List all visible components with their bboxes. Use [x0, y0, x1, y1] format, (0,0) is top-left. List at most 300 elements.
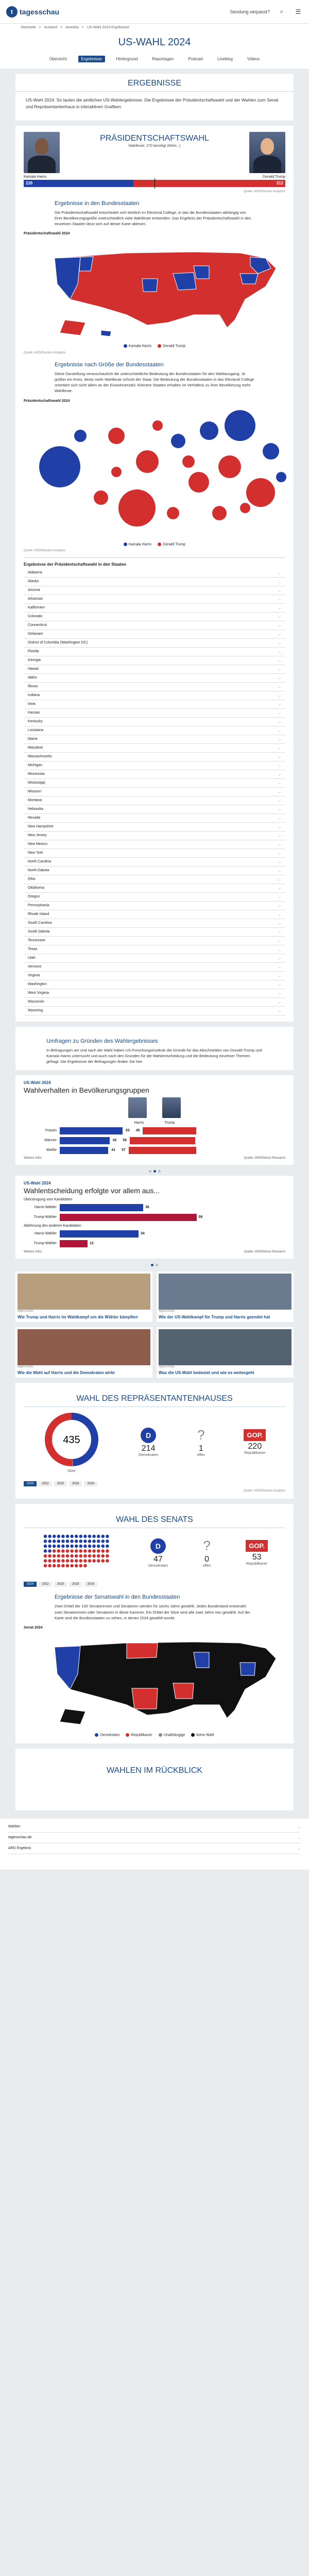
state-row[interactable] — [24, 867, 285, 875]
senate-seat — [92, 1535, 96, 1538]
senate-seat — [106, 1545, 109, 1548]
state-name: Indiana — [28, 693, 40, 697]
senate-seat — [61, 1554, 65, 1558]
state-row[interactable] — [24, 621, 285, 630]
states-heading: Ergebnisse der Präsidentschaftswahl in den Staaten — [24, 562, 127, 567]
senate-seat — [61, 1540, 65, 1544]
state-name: Florida — [28, 649, 39, 653]
state-row[interactable] — [24, 954, 285, 963]
bar-fill — [60, 1230, 139, 1238]
bubble-legend — [24, 543, 285, 546]
senate-seat — [66, 1560, 70, 1563]
chevron-down-icon: ⌄ — [278, 1009, 281, 1013]
state-row[interactable] — [24, 718, 285, 726]
footer-link[interactable]: ARD Ergebnis — [8, 1846, 31, 1850]
senate-seat — [101, 1550, 105, 1553]
chevron-down-icon: ⌄ — [278, 580, 281, 584]
bar-value: 57 — [122, 1148, 126, 1153]
menu-icon[interactable]: ☰ — [295, 8, 301, 15]
state-row[interactable] — [24, 893, 285, 902]
state-row[interactable] — [24, 648, 285, 656]
state-row[interactable] — [24, 928, 285, 937]
senate-map-label: Senat 2024 — [24, 1626, 43, 1630]
tab-uebersicht[interactable]: Übersicht — [49, 57, 67, 61]
footer-link[interactable]: tagesschau.de — [8, 1835, 32, 1839]
house-democrats — [139, 1428, 158, 1457]
state-bubble[interactable] — [200, 421, 218, 440]
map-legend — [24, 344, 285, 348]
rueckblick-section — [15, 1749, 294, 1810]
bar-fill — [60, 1204, 143, 1211]
state-bubble[interactable] — [39, 446, 80, 487]
state-bubble[interactable] — [276, 472, 286, 482]
tab-year[interactable]: 2016 — [84, 1582, 97, 1587]
state-row[interactable] — [24, 980, 285, 989]
chevron-down-icon: ⌄ — [278, 702, 281, 706]
state-row[interactable] — [24, 709, 285, 718]
state-name: New York — [28, 851, 43, 855]
state-row[interactable] — [24, 919, 285, 928]
state-row[interactable] — [24, 665, 285, 674]
bubble-chart[interactable] — [24, 405, 300, 539]
state-row[interactable] — [24, 753, 285, 761]
chevron-down-icon: ⌄ — [278, 930, 281, 934]
state-row[interactable] — [24, 840, 285, 849]
senate-seat — [61, 1550, 65, 1553]
chevron-down-icon: ⌄ — [278, 772, 281, 776]
majority-mark — [154, 178, 155, 189]
top-bar — [0, 0, 309, 24]
senate-seat — [75, 1554, 78, 1558]
senate-seat — [83, 1564, 87, 1568]
article-title[interactable]: Was die US-Wahl bedeutet und wie es weitergeht — [159, 1370, 254, 1376]
senate-seat — [106, 1554, 109, 1558]
state-name: Colorado — [28, 614, 43, 618]
bar-value: 12 — [90, 1242, 94, 1246]
state-row[interactable] — [24, 586, 285, 595]
state-bubble[interactable] — [152, 420, 163, 431]
state-row[interactable] — [24, 630, 285, 639]
tab-year[interactable]: 2024 — [24, 1582, 37, 1587]
bar-value: 34 — [141, 1232, 145, 1236]
bar-label: Harris-Wähler — [34, 1206, 57, 1210]
senate-seat — [83, 1540, 87, 1544]
article-title[interactable]: Wie die Wahl auf Harris und die Demokraten wirkt — [18, 1370, 115, 1376]
state-name: Rhode Island — [28, 912, 49, 916]
legend-trump: Donald Trump — [163, 542, 186, 546]
senate-seat — [66, 1545, 70, 1548]
state-name: Illinois — [28, 684, 38, 688]
logo[interactable] — [6, 6, 59, 18]
article-card[interactable] — [15, 1327, 152, 1378]
chevron-down-icon: ⌄ — [278, 1000, 281, 1004]
brand-name: tagesschau — [20, 7, 60, 16]
state-bubble[interactable] — [218, 455, 241, 478]
chevron-down-icon: ⌄ — [278, 667, 281, 671]
state-bubble[interactable] — [108, 428, 125, 444]
state-row[interactable] — [24, 604, 285, 613]
senate-seat — [44, 1564, 47, 1568]
senate-seat — [79, 1554, 82, 1558]
senate-seat — [79, 1535, 82, 1538]
breadcrumb-item[interactable]: Startseite — [21, 26, 36, 29]
state-bubble[interactable] — [212, 506, 227, 520]
senate-map[interactable] — [24, 1632, 300, 1730]
state-name: Oregon — [28, 894, 40, 899]
tab-reportagen[interactable]: Reportagen — [152, 57, 174, 61]
state-bubble[interactable] — [263, 443, 279, 460]
nav-link[interactable]: Sendung verpasst? — [230, 9, 270, 14]
carousel-dots[interactable] — [15, 1170, 294, 1173]
state-bubble[interactable] — [111, 467, 122, 477]
bubble-heading: Ergebnisse nach Größe der Bundesstaaten — [55, 361, 164, 368]
chevron-down-icon: ⌄ — [278, 623, 281, 628]
state-row[interactable] — [24, 910, 285, 919]
house-donut[interactable] — [43, 1411, 100, 1468]
state-name: Vermont — [28, 964, 42, 969]
tab-hintergrund[interactable]: Hintergrund — [116, 57, 138, 61]
state-row[interactable] — [24, 814, 285, 823]
senate-seat — [92, 1545, 96, 1548]
legend-harris: Kamala Harris — [128, 542, 152, 546]
chevron-down-icon: ⌄ — [278, 615, 281, 619]
state-row[interactable] — [24, 770, 285, 779]
states-list — [24, 557, 285, 1015]
state-row[interactable] — [24, 998, 285, 1007]
state-name: Georgia — [28, 658, 41, 662]
state-bubble[interactable] — [188, 472, 209, 493]
chevron-down-icon: ⌄ — [278, 912, 281, 917]
chevron-down-icon: ⌄ — [278, 939, 281, 943]
tab-year[interactable]: 2018 — [69, 1481, 82, 1486]
state-row[interactable] — [24, 884, 285, 893]
bar-harris — [60, 1127, 123, 1134]
state-name: Washington — [28, 982, 47, 986]
senate-seat — [106, 1535, 109, 1538]
senate-seat — [79, 1550, 82, 1553]
tab-podcast[interactable]: Podcast — [188, 57, 203, 61]
senate-section — [15, 1504, 294, 1743]
tab-year[interactable]: 2022 — [39, 1582, 52, 1587]
state-row[interactable] — [24, 613, 285, 621]
survey-card-groups — [15, 1075, 294, 1165]
state-row[interactable] — [24, 796, 285, 805]
senate-seat — [48, 1550, 52, 1553]
chevron-down-icon: ⌄ — [278, 982, 281, 987]
state-name: Pennsylvania — [28, 903, 49, 907]
chevron-down-icon: ⌄ — [278, 737, 281, 741]
senate-dots[interactable] — [41, 1532, 113, 1573]
senate-seat — [57, 1564, 60, 1568]
senate-seat — [48, 1540, 52, 1544]
more-link[interactable]: Weitere Infos — [24, 1156, 42, 1160]
state-name: Alabama — [28, 570, 42, 574]
chevron-down-icon: ⌄ — [278, 685, 281, 689]
chevron-down-icon: ⌄ — [278, 632, 281, 636]
senate-seat — [44, 1545, 47, 1548]
chevron-down-icon: ⌄ — [278, 728, 281, 733]
state-row[interactable] — [24, 639, 285, 648]
tab-videos[interactable]: Videos — [247, 57, 260, 61]
state-bubble[interactable] — [94, 490, 108, 505]
card-title: Wahlverhalten in Bevölkerungsgruppen — [24, 1086, 149, 1094]
trump-name: Donald Trump — [263, 175, 285, 179]
state-row[interactable] — [24, 963, 285, 972]
survey-text: In Befragungen am und nach der Wahl haben US-Forschungsinstitute die Gründe für das Abschneiden von Donald Trump und Kamala Harris untersucht und auch nach den Gründen für die Wahlentscheidung und die Bedeutung einzelner Themen gefragt. Die Ergebnisse der Befragungen finden Sie hier. — [46, 1047, 262, 1064]
senate-seat — [79, 1560, 82, 1563]
article-title[interactable]: Wie Trump und Harris im Wahlkampf um die Wähler kämpften — [18, 1314, 138, 1319]
senate-open — [203, 1538, 211, 1568]
bar-trump — [130, 1137, 195, 1144]
bar-value: 41 — [111, 1148, 116, 1153]
senate-seat — [83, 1560, 87, 1563]
tab-year[interactable]: 2020 — [54, 1481, 67, 1486]
state-name: Virginia — [28, 973, 40, 977]
senate-legend — [24, 1733, 285, 1737]
state-bubble[interactable] — [136, 450, 159, 473]
chevron-down-icon: ⌄ — [278, 571, 281, 575]
bar-value: 36 — [145, 1206, 149, 1210]
senate-seat — [83, 1550, 87, 1553]
state-row[interactable] — [24, 569, 285, 578]
trump-photo — [162, 1097, 181, 1118]
state-name: Maryland — [28, 745, 43, 750]
motive-sub: Überzeugung vom Kandidaten — [24, 1197, 73, 1201]
page-title: US-WAHL 2024 — [118, 37, 191, 48]
state-row[interactable] — [24, 902, 285, 910]
state-row[interactable] — [24, 858, 285, 867]
state-row[interactable] — [24, 744, 285, 753]
state-row[interactable] — [24, 875, 285, 884]
article-card[interactable] — [157, 1272, 294, 1322]
results-intro: US-Wahl 2024: So lauten die amtlichen US-Wahlergebnisse. Die Ergebnisse der Präsidentschaftswahl und der Wahlen zum Senat und Repräsentantenhaus in interaktiven Grafiken. — [26, 97, 279, 109]
senate-seat — [66, 1540, 70, 1544]
chevron-down-icon: ⌄ — [278, 921, 281, 925]
rep-seats: 220 — [248, 1442, 262, 1451]
chevron-down-icon: ⌄ — [278, 790, 281, 794]
senate-seat — [97, 1540, 100, 1544]
chevron-down-icon: ⌄ — [278, 851, 281, 855]
state-name: Nebraska — [28, 807, 43, 811]
search-icon[interactable]: ⌕ — [280, 8, 284, 15]
state-row[interactable] — [24, 761, 285, 770]
carousel-dots[interactable] — [15, 1264, 294, 1266]
legend-harris: Kamala Harris — [128, 344, 152, 348]
senate-seat — [70, 1535, 74, 1538]
senate-title: WAHL DES SENATS — [116, 1515, 193, 1524]
chevron-down-icon: ⌄ — [278, 877, 281, 882]
chevron-down-icon: ⌄ — [278, 711, 281, 715]
chevron-down-icon: ⌄ — [278, 956, 281, 960]
dem-label: Demokraten — [148, 1564, 168, 1568]
rep-seats: 53 — [252, 1553, 262, 1562]
state-row[interactable] — [24, 578, 285, 586]
senate-seat — [48, 1564, 52, 1568]
chevron-down-icon: ⌄ — [278, 693, 281, 698]
chevron-down-icon: ⌄ — [278, 974, 281, 978]
state-name: Wisconsin — [28, 999, 44, 1004]
state-name: Alaska — [28, 579, 39, 583]
state-name: Utah — [28, 956, 36, 960]
breadcrumb-item[interactable]: Amerika — [65, 26, 79, 29]
trump-votes: 312 — [276, 180, 283, 185]
footer-link[interactable]: Wahlen — [8, 1824, 21, 1828]
state-name: Massachusetts — [28, 754, 52, 758]
legend-item: Unabhängige — [163, 1733, 185, 1737]
senate-seat — [66, 1550, 70, 1553]
bar-row — [24, 1137, 285, 1144]
chevron-down-icon: ⌄ — [278, 860, 281, 864]
map-label: Präsidentschaftswahl 2024 — [24, 232, 70, 236]
bar-row — [24, 1204, 285, 1211]
tab-year[interactable]: 2016 — [84, 1481, 97, 1486]
state-row[interactable] — [24, 945, 285, 954]
chevron-down-icon: ⌄ — [278, 764, 281, 768]
state-row[interactable] — [24, 674, 285, 683]
tab-ergebnisse[interactable]: Ergebnisse — [78, 56, 105, 62]
chevron-down-icon: ⌄ — [278, 781, 281, 785]
senate-seat — [83, 1545, 87, 1548]
bar-row — [24, 1240, 285, 1247]
article-card[interactable] — [157, 1327, 294, 1378]
state-row[interactable] — [24, 989, 285, 998]
senate-seat — [88, 1560, 92, 1563]
senate-seat — [53, 1535, 56, 1538]
tagesschau-logo-icon: t — [6, 6, 18, 18]
state-row[interactable] — [24, 683, 285, 691]
survey-heading: Umfragen zu Gründen des Wahlergebnisses — [46, 1038, 158, 1044]
chevron-down-icon: ⌄ — [278, 895, 281, 899]
state-name: Kansas — [28, 710, 40, 715]
state-row[interactable] — [24, 849, 285, 858]
state-bubble[interactable] — [225, 410, 255, 441]
legend-trump: Donald Trump — [163, 344, 186, 348]
label-harris: Harris — [134, 1121, 144, 1125]
tab-year[interactable]: 2018 — [69, 1582, 82, 1587]
state-bubble[interactable] — [167, 507, 179, 519]
state-row[interactable] — [24, 691, 285, 700]
state-bubble[interactable] — [118, 489, 156, 527]
tab-year[interactable]: 2024 — [24, 1481, 37, 1486]
senate-seat — [44, 1554, 47, 1558]
state-name: North Dakota — [28, 868, 49, 872]
state-row[interactable] — [24, 972, 285, 980]
state-bubble[interactable] — [171, 434, 185, 448]
senate-seat — [92, 1554, 96, 1558]
bar-trump — [129, 1147, 196, 1154]
open-seats: 1 — [198, 1444, 203, 1453]
state-row[interactable] — [24, 735, 285, 744]
senate-seat — [83, 1554, 87, 1558]
state-row[interactable] — [24, 805, 285, 814]
senate-seat — [97, 1550, 100, 1553]
state-name: Hawaii — [28, 667, 39, 671]
state-row[interactable] — [24, 832, 285, 840]
senate-democrats — [148, 1538, 168, 1568]
bar-harris — [60, 1137, 110, 1144]
gop-logo-icon: GOP. — [244, 1429, 266, 1441]
bar-label: Weiße — [46, 1148, 57, 1153]
state-row[interactable] — [24, 937, 285, 945]
tab-liveblog[interactable]: Liveblog — [217, 57, 233, 61]
chevron-down-icon: ⌄ — [278, 965, 281, 969]
article-kicker: tagesschau — [18, 1365, 33, 1369]
senate-seat — [61, 1564, 65, 1568]
state-row[interactable] — [24, 823, 285, 832]
more-link[interactable]: Weitere Infos — [24, 1250, 42, 1253]
state-row[interactable] — [24, 656, 285, 665]
article-kicker: tagesschau — [18, 1309, 33, 1313]
senate-seat — [101, 1560, 105, 1563]
state-name: Montana — [28, 798, 42, 802]
rep-label: Republikaner — [244, 1451, 266, 1455]
card-title: Wahlentscheidung erfolgte vor allem aus... — [24, 1186, 160, 1195]
senate-seat — [57, 1560, 60, 1563]
breadcrumb-item[interactable]: Ausland — [44, 26, 57, 29]
state-row[interactable] — [24, 726, 285, 735]
rep-label: Republikaner — [246, 1562, 268, 1566]
senate-seat — [79, 1545, 82, 1548]
article-kicker: tagesschau — [159, 1365, 175, 1369]
tab-year[interactable]: 2020 — [54, 1582, 67, 1587]
democrats-logo-icon: D — [150, 1538, 166, 1554]
state-name: Missouri — [28, 789, 42, 793]
article-card[interactable] — [15, 1272, 152, 1322]
state-row[interactable] — [24, 700, 285, 709]
senate-republicans — [246, 1540, 268, 1566]
chevron-down-icon: ⌄ — [278, 904, 281, 908]
card-kicker: US-Wahl 2024 — [24, 1180, 51, 1185]
state-row[interactable] — [24, 788, 285, 796]
state-row[interactable] — [24, 779, 285, 788]
bar-value: 59 — [198, 1215, 203, 1219]
state-row[interactable] — [24, 1007, 285, 1015]
article-title[interactable]: Wie der US-Wahlkampf für Trump und Harris geendet hat — [159, 1314, 270, 1319]
card-kicker: US-Wahl 2024 — [24, 1080, 51, 1085]
senate-seat — [75, 1540, 78, 1544]
gop-logo-icon: GOP. — [246, 1540, 268, 1552]
senate-seat — [66, 1535, 70, 1538]
president-map[interactable] — [24, 238, 300, 341]
source: Quelle: ARD/Edison Research — [244, 1156, 285, 1160]
tab-year[interactable]: 2022 — [39, 1481, 52, 1486]
senate-seat — [75, 1535, 78, 1538]
state-name: Kalifornien — [28, 605, 45, 609]
state-bubble[interactable] — [246, 478, 275, 507]
senate-seat — [57, 1540, 60, 1544]
democrats-logo-icon: D — [141, 1428, 156, 1443]
senate-seat — [53, 1560, 56, 1563]
senate-seat — [88, 1554, 92, 1558]
senate-seat — [70, 1550, 74, 1553]
senate-seat — [48, 1560, 52, 1563]
state-name: Delaware — [28, 632, 43, 636]
state-bubble[interactable] — [240, 503, 250, 513]
results-title: ERGEBNISSE — [127, 79, 182, 88]
state-bubble[interactable] — [182, 455, 195, 468]
chevron-down-icon: ⌄ — [278, 834, 281, 838]
senate-seat — [101, 1535, 105, 1538]
senate-seat — [101, 1540, 105, 1544]
bubble-label: Präsidentschaftswahl 2024 — [24, 399, 70, 403]
bubble-text: Diese Darstellung veranschaulicht die unterschiedliche Bedeutung der Bundesstaaten für den Wahlausgang: Je größer ein Kreis, desto mehr Wahlleute schickt der Staat. Die Bedeutung der Bundesstaaten in das Electoral College orientiert sich nicht allein an der Einwohnerzahl. Kleinere Staaten erhalten im Verhältnis zu ihrer Bevölkerung mehr Wahlleute. — [55, 371, 254, 394]
house-title: WAHL DES REPRÄSENTANTENHAUSES — [76, 1394, 233, 1403]
senate-seat — [44, 1550, 47, 1553]
house-total: 435 — [63, 1434, 80, 1446]
state-bubble[interactable] — [74, 430, 87, 442]
article-kicker: tagesschau — [159, 1309, 175, 1313]
state-row[interactable] — [24, 595, 285, 604]
